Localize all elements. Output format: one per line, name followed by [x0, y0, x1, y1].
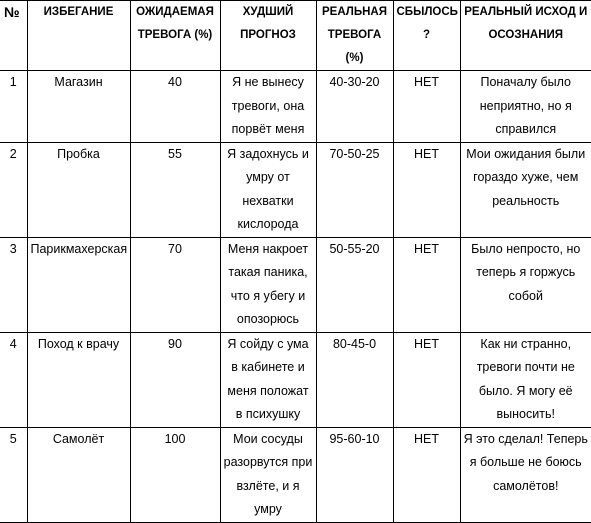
row-number: 2	[0, 142, 27, 237]
worst-forecast-text: Меня накроет такая паника, что я убегу и опозорюсь	[221, 238, 316, 332]
real-outcome-text: Я это сделал! Теперь я больше не боюсь самолётов!	[461, 428, 591, 499]
table-row	[0, 142, 591, 237]
row-number: 5	[0, 427, 27, 522]
real-outcome-cell	[460, 142, 591, 237]
header-number: №	[0, 1, 27, 71]
avoidance-cell	[27, 427, 130, 522]
header-expected-anxiety	[130, 1, 220, 71]
came-true-cell: НЕТ	[393, 237, 460, 332]
avoidance-text: Поход к врачу	[28, 333, 130, 357]
avoidance-text: Парикмахерская	[28, 238, 130, 262]
worst-forecast-text: Я не вынесу тревоги, она порвёт меня	[221, 71, 316, 142]
real-anxiety-cell: 80-45-0	[316, 332, 393, 427]
header-expected-anxiety-text: ОЖИДАЕМАЯ ТРЕВОГА (%)	[131, 1, 220, 47]
table-row	[0, 237, 591, 332]
real-outcome-cell	[460, 71, 591, 143]
came-true-cell: НЕТ	[393, 332, 460, 427]
real-outcome-cell	[460, 237, 591, 332]
real-anxiety-cell: 95-60-10	[316, 427, 393, 522]
real-outcome-cell	[460, 332, 591, 427]
worst-forecast-text: Мои сосуды разорвутся при взлёте, и я умру	[221, 428, 316, 522]
avoidance-text: Самолёт	[28, 428, 130, 452]
header-real-outcome	[460, 1, 591, 71]
worst-forecast-text: Я задохнусь и умру от нехватки кислорода	[221, 143, 316, 237]
expected-anxiety-cell: 70	[130, 237, 220, 332]
header-avoidance-text: ИЗБЕГАНИЕ	[28, 1, 130, 24]
real-outcome-text: Мои ожидания были гораздо хуже, чем реальность	[461, 143, 591, 214]
header-worst-forecast-text: ХУДШИЙ ПРОГНОЗ	[221, 1, 316, 47]
avoidance-text: Пробка	[28, 143, 130, 167]
expected-anxiety-cell: 90	[130, 332, 220, 427]
row-number: 4	[0, 332, 27, 427]
header-came-true	[393, 1, 460, 71]
header-real-anxiety	[316, 1, 393, 71]
real-anxiety-cell: 40-30-20	[316, 71, 393, 143]
table-row	[0, 332, 591, 427]
came-true-cell: НЕТ	[393, 142, 460, 237]
real-outcome-text: Поначалу было неприятно, но я справился	[461, 71, 591, 142]
real-anxiety-cell: 50-55-20	[316, 237, 393, 332]
avoidance-text: Магазин	[28, 71, 130, 95]
real-anxiety-cell: 70-50-25	[316, 142, 393, 237]
expected-anxiety-cell: 40	[130, 71, 220, 143]
worst-forecast-cell	[220, 142, 316, 237]
worst-forecast-cell	[220, 71, 316, 143]
real-outcome-text: Было непросто, но теперь я горжусь собой	[461, 238, 591, 309]
header-real-anxiety-text: РЕАЛЬНАЯ ТРЕВОГА (%)	[317, 1, 393, 70]
worst-forecast-cell	[220, 332, 316, 427]
avoidance-cell	[27, 332, 130, 427]
row-number: 3	[0, 237, 27, 332]
real-outcome-text: Как ни странно, тревоги почти не было. Я могу её выносить!	[461, 333, 591, 427]
expected-anxiety-cell: 55	[130, 142, 220, 237]
real-outcome-cell	[460, 427, 591, 522]
table-row	[0, 427, 591, 522]
row-number: 1	[0, 71, 27, 143]
came-true-cell: НЕТ	[393, 71, 460, 143]
expected-anxiety-cell: 100	[130, 427, 220, 522]
worst-forecast-cell	[220, 427, 316, 522]
worst-forecast-cell	[220, 237, 316, 332]
header-worst-forecast	[220, 1, 316, 71]
table-row	[0, 71, 591, 143]
avoidance-cell	[27, 71, 130, 143]
header-came-true-text: СБЫЛОСЬ ?	[394, 1, 460, 47]
header-real-outcome-text: РЕАЛЬНЫЙ ИСХОД И ОСОЗНАНИЯ	[461, 1, 591, 47]
header-row	[0, 1, 591, 71]
avoidance-cell	[27, 142, 130, 237]
avoidance-cell	[27, 237, 130, 332]
header-avoidance	[27, 1, 130, 71]
worst-forecast-text: Я сойду с ума в кабинете и меня положат в психушку	[221, 333, 316, 427]
came-true-cell: НЕТ	[393, 427, 460, 522]
